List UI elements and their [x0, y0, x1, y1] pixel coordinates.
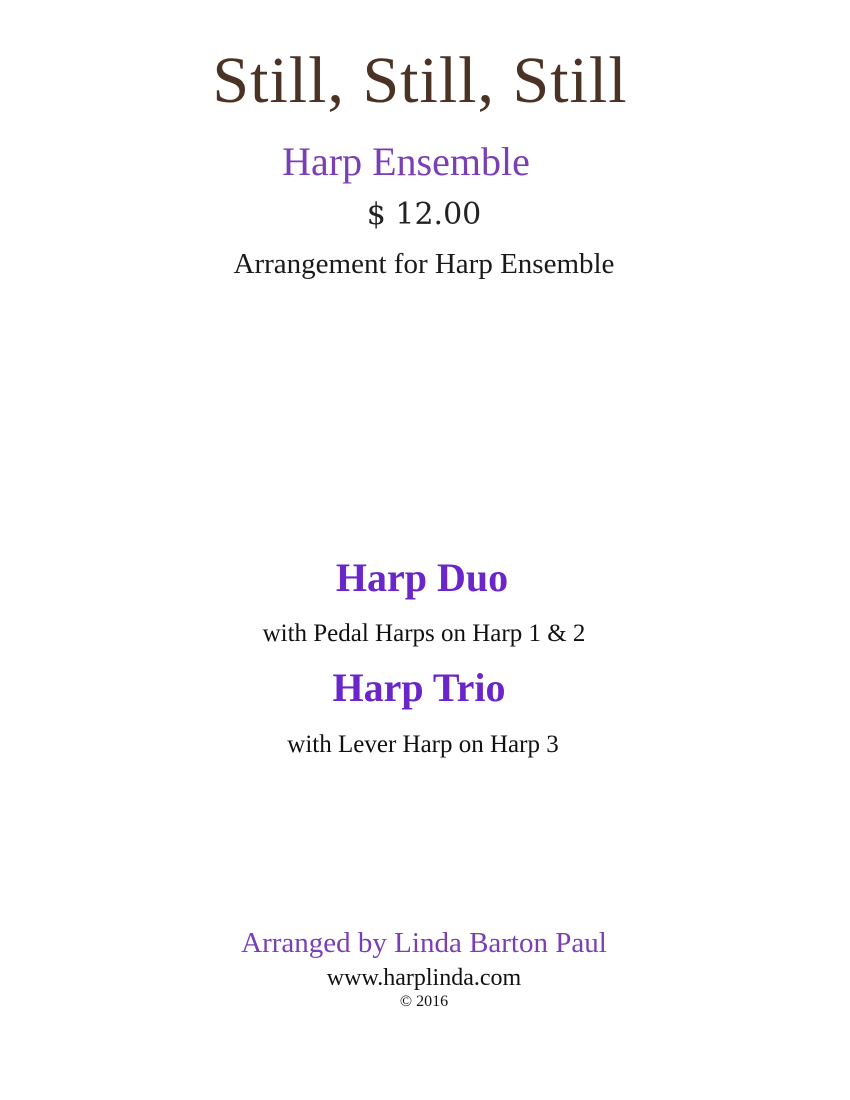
arrangement-note: Arrangement for Harp Ensemble [233, 248, 615, 280]
website-link[interactable]: www.harplinda.com [326, 965, 522, 991]
harp-trio-description: with Lever Harp on Harp 3 [287, 731, 559, 758]
ensemble-subtitle: Harp Ensemble [282, 139, 530, 184]
harp-duo-heading: Harp Duo [335, 555, 509, 600]
piece-title: Still, Still, Still [212, 44, 628, 117]
harp-trio-heading: Harp Trio [332, 665, 506, 710]
copyright-notice: © 2016 [399, 993, 449, 1010]
price-label: $ 12.00 [366, 197, 482, 232]
arranger-credit: Arranged by Linda Barton Paul [241, 927, 607, 959]
harp-duo-description: with Pedal Harps on Harp 1 & 2 [262, 620, 586, 647]
